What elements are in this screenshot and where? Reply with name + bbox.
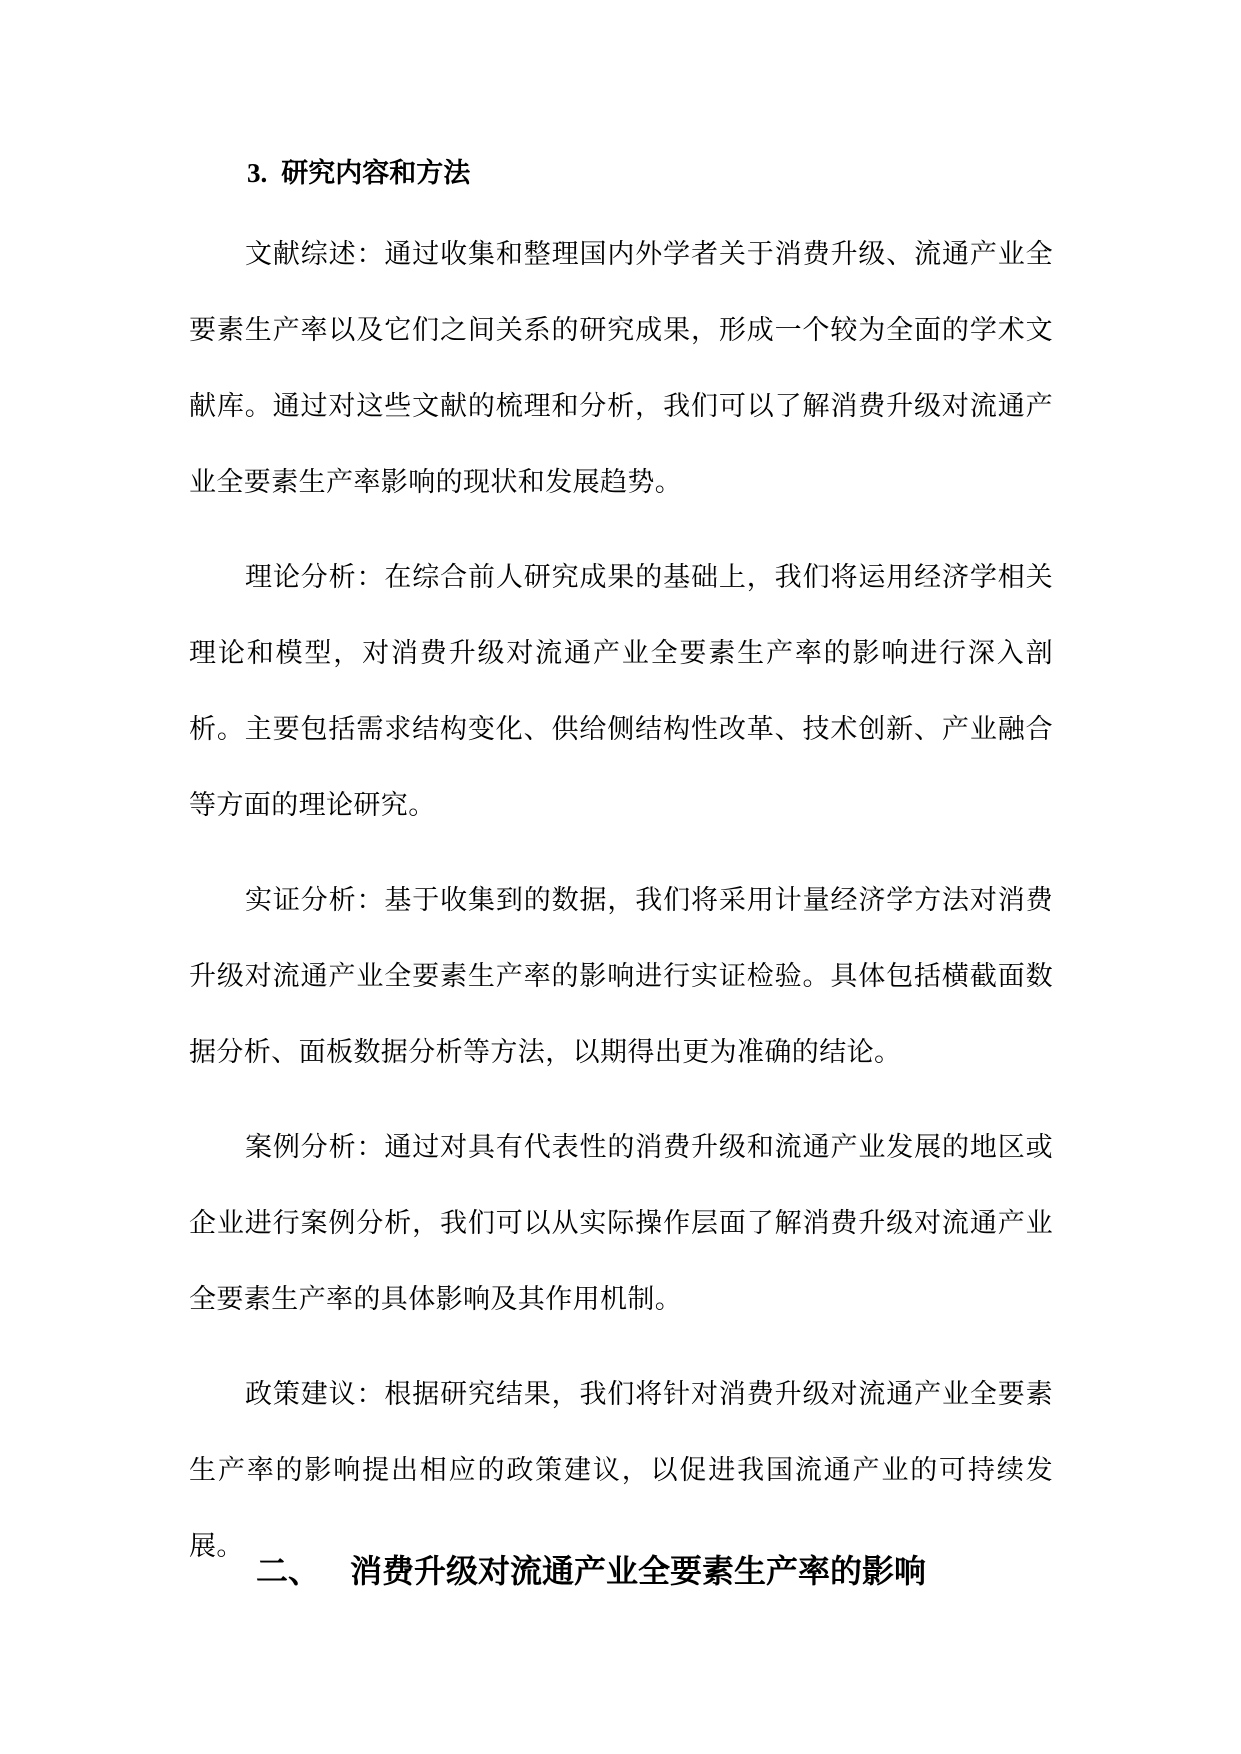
section-heading [256, 1546, 926, 1596]
section-title: 消费升级对流通产业全要素生产率的影响 [350, 1552, 927, 1590]
subsection-title: 研究内容和方法 [281, 158, 471, 189]
subsection-number: 3. [247, 158, 268, 188]
paragraph-policy-recommendations: 政策建议：根据研究结果，我们将针对消费升级对流通产业全要素生产率的影响提出相应的政策建议，以促进我国流通产业的可持续发展。 [189, 1379, 1053, 1562]
section-number: 二、 [256, 1552, 321, 1590]
paragraph-empirical-analysis: 实证分析：基于收集到的数据，我们将采用计量经济学方法对消费升级对流通产业全要素生产率的影响进行实证检验。具体包括横截面数据分析、面板数据分析等方法，以期得出更为准确的结论。 [189, 885, 1053, 1068]
paragraph-case-analysis: 案例分析：通过对具有代表性的消费升级和流通产业发展的地区或企业进行案例分析，我们可以从实际操作层面了解消费升级对流通产业全要素生产率的具体影响及其作用机制。 [189, 1132, 1053, 1315]
subsection-heading [189, 148, 1053, 198]
paragraph-literature-review: 文献综述：通过收集和整理国内外学者关于消费升级、流通产业全要素生产率以及它们之间关系的研究成果，形成一个较为全面的学术文献库。通过对这些文献的梳理和分析，我们可以了解消费升级对流通产业全要素生产率影响的现状和发展趋势。 [189, 239, 1053, 498]
document-body [189, 148, 1053, 1585]
paragraph-theoretical-analysis: 理论分析：在综合前人研究成果的基础上，我们将运用经济学相关理论和模型，对消费升级对流通产业全要素生产率的影响进行深入剖析。主要包括需求结构变化、供给侧结构性改革、技术创新、产业融合等方面的理论研究。 [189, 562, 1053, 821]
